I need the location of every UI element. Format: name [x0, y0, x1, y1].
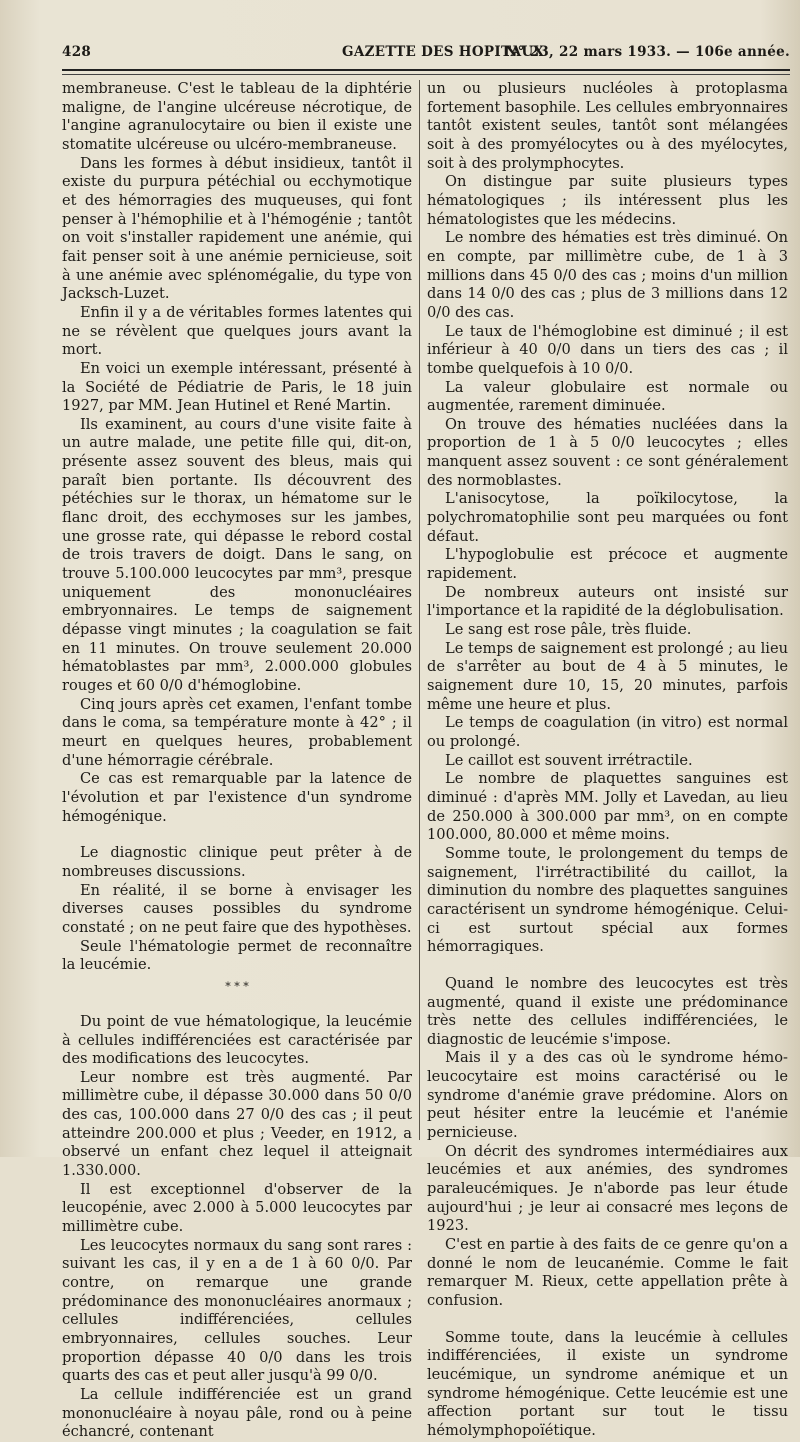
paragraph: La valeur globulaire est normale ou augmentée, rarement diminuée.	[427, 378, 788, 415]
paragraph: Seule l'hématologie permet de reconnaître la leucémie.	[62, 937, 412, 974]
page-header	[62, 44, 790, 66]
paragraph: On trouve des hématies nucléées dans la proportion de 1 à 5 0/0 leucocytes ; elles manquent assez souvent : ce sont généralement des normoblastes.	[427, 415, 788, 489]
paragraph: En réalité, il se borne à envisager les diverses causes possibles du syndrome constaté ; on ne peut faire que des hypothèses.	[62, 881, 412, 936]
journal-title: GAZETTE DES HOPITAUX	[342, 44, 545, 60]
paragraph: un ou plusieurs nucléoles à protoplasma fortement basophile. Les cellules embryonnaires tantôt existent seules, tantôt sont mélangées soit à des promyélocytes ou à des myélocytes, soit à des prolymphocytes.	[427, 80, 788, 172]
paragraph: Somme toute, le prolongement du temps de saignement, l'irrétractibilité du caillot, la diminution du nombre des plaquettes sanguines caractérisent un syndrome hémogénique. Celui-ci est surtout spécial aux formes hémorragiques.	[427, 844, 788, 956]
paragraph: Le temps de saignement est prolongé ; au lieu de s'arrêter au bout de 4 à 5 minutes, le saignement dure 10, 15, 20 minutes, parfois même une heure et plus.	[427, 639, 788, 713]
paragraph: Ils examinent, au cours d'une visite faite à un autre malade, une petite fille qui, dit-on, présente assez souvent des bleus, mais qui paraît bien portante. Ils découvrent des pétéchies sur le thorax, un hématome sur le flanc droit, des ecchymoses sur les jambes, une grosse rate, qui dépasse le rebord costal de trois travers de doigt. Dans le sang, on trouve 5.100.000 leucocytes par mm³, presque uniquement des mononucléaires embryonnaires. Le temps de saignement dépasse vingt minutes ; la coagulation se fait en 11 minutes. On trouve seulement 20.000 hématoblastes par mm³, 2.000.000 globules rouges et 60 0/0 d'hémoglobine.	[62, 415, 412, 694]
paragraph: De nombreux auteurs ont insisté sur l'importance et la rapidité de la déglobulisation.	[427, 583, 788, 620]
paragraph: Enfin il y a de véritables formes latentes qui ne se révèlent que quelques jours avant la mort.	[62, 303, 412, 359]
paragraph: Le sang est rose pâle, très fluide.	[445, 621, 692, 639]
paragraph: C'est en partie à des faits de ce genre qu'on a donné le nom de leucanémie. Comme le fait remarquer M. Rieux, cette appellation prête à confusion.	[427, 1236, 788, 1309]
right-column	[427, 80, 788, 1441]
paragraph-gap	[62, 826, 412, 844]
paragraph: L'hypoglobulie est précoce et augmente rapidement.	[427, 546, 788, 583]
paragraph: Somme toute, dans la leucémie à cellules indifférenciées, il existe un syndrome leucémique, un syndrome anémique et un syndrome hémogénique. Cette leucémie est une affection portant sur tout le tissu hémolymphopoïétique.	[427, 1328, 788, 1439]
paragraph: L'anisocytose, la poïkilocytose, la polychromatophilie sont peu marquées ou font défaut.	[427, 490, 788, 545]
paragraph: Quand le nombre des leucocytes est très augmenté, quand il existe une prédominance très nette des cellules indifférenciées, le diagnostic de leucémie s'impose.	[427, 974, 788, 1048]
paragraph: Le nombre des hématies est très diminué. On en compte, par millimètre cube, de 1 à 3 millions dans 45 0/0 des cas ; moins d'un million dans 14 0/0 des cas ; plus de 3 millions dans 12 0/0 des cas.	[427, 229, 788, 321]
page-number: 428	[62, 44, 92, 60]
paragraph: Ce cas est remarquable par la latence de l'évolution et par l'existence d'un syndrome hémogénique.	[62, 770, 412, 825]
section-separator: * * *	[225, 979, 249, 993]
paragraph-gap	[427, 1311, 788, 1329]
paragraph: Mais il y a des cas où le syndrome hémo-leucocytaire est moins caractérisé ou le syndrome d'anémie grave prédomine. Alors on peut hésiter entre la leucémie et l'anémie pernicieuse.	[427, 1049, 788, 1142]
paragraph: Le caillot est souvent irrétractile.	[445, 751, 693, 769]
left-column	[62, 80, 412, 1442]
paragraph: On distingue par suite plusieurs types hématologiques ; ils intéressent plus les hématologistes que les médecins.	[427, 173, 788, 228]
paragraph: Dans les formes à début insidieux, tantôt il existe du purpura pétéchial ou ecchymotique et des hémorragies des muqueuses, qui font penser à l'hémophilie et à l'hémogénie ; tantôt on voit s'installer rapidement une anémie, qui fait penser soit à une anémie pernicieuse, soit à une anémie avec splénomégalie, du type von Jacksch-Luzet.	[62, 154, 412, 303]
paragraph: Leur nombre est très augmenté. Par millimètre cube, il dépasse 30.000 dans 50 0/0 des cas, 100.000 dans 27 0/0 des cas ; il peut atteindre 200.000 et plus ; Veeder, en 1912, a observé un enfant chez lequel il atteignait 1.330.000.	[62, 1068, 412, 1180]
paragraph: Le diagnostic clinique peut prêter à de nombreuses discussions.	[62, 844, 412, 880]
paragraph: membraneuse. C'est le tableau de la diphtérie maligne, de l'angine ulcéreuse nécrotique, de l'angine agranulocytaire ou bien il existe une stomatite ulcéreuse ou ulcéro-membraneuse.	[62, 80, 412, 153]
paragraph: Le taux de l'hémoglobine est diminué ; il est inférieur à 40 0/0 dans un tiers des cas ; il tombe quelquefois à 10 0/0.	[427, 322, 788, 377]
paragraph: En voici un exemple intéressant, présenté à la Société de Pédiatrie de Paris, le 18 juin 1927, par MM. Jean Hutinel et René Martin.	[62, 359, 412, 415]
paragraph: La cellule indifférenciée est un grand mononucléaire à noyau pâle, rond ou à peine échancré, contenant	[62, 1385, 412, 1441]
paragraph: Les leucocytes normaux du sang sont rares : suivant les cas, il y en a de 1 à 60 0/0. Par contre, on remarque une grande prédominance des mononucléaires anormaux ; cellules indifférenciées, cellules embryonnaires, cellules souches. Leur proportion dépasse 40 0/0 dans les trois quarts des cas et peut aller jusqu'à 99 0/0.	[62, 1236, 412, 1385]
column-divider	[419, 80, 420, 1140]
paragraph: Cinq jours après cet examen, l'enfant tombe dans le coma, sa température monte à 42° ; il meurt en quelques heures, probablement d'une hémorragie cérébrale.	[62, 695, 412, 769]
paragraph: Le nombre de plaquettes sanguines est diminué : d'après MM. Jolly et Lavedan, au lieu de 250.000 à 300.000 par mm³, on en compte 100.000, 80.000 et même moins.	[427, 770, 788, 844]
issue-date: N° 23, 22 mars 1933. — 106e année.	[504, 44, 790, 60]
paragraph: On décrit des syndromes intermédiaires aux leucémies et aux anémies, des syndromes paraleucémiques. Je n'aborde pas leur étude aujourd'hui ; je leur ai consacré mes leçons de 1923.	[427, 1142, 788, 1235]
paragraph-gap	[427, 957, 788, 975]
paragraph: Du point de vue hématologique, la leucémie à cellules indifférenciées est caractérisée par des modifications des leucocytes.	[62, 1012, 412, 1068]
paragraph: Il est exceptionnel d'observer de la leucopénie, avec 2.000 à 5.000 leucocytes par millimètre cube.	[62, 1180, 412, 1236]
header-rule-thick	[62, 69, 790, 71]
paragraph: Le temps de coagulation (in vitro) est normal ou prolongé.	[427, 714, 788, 750]
header-rule-thin	[62, 74, 790, 75]
